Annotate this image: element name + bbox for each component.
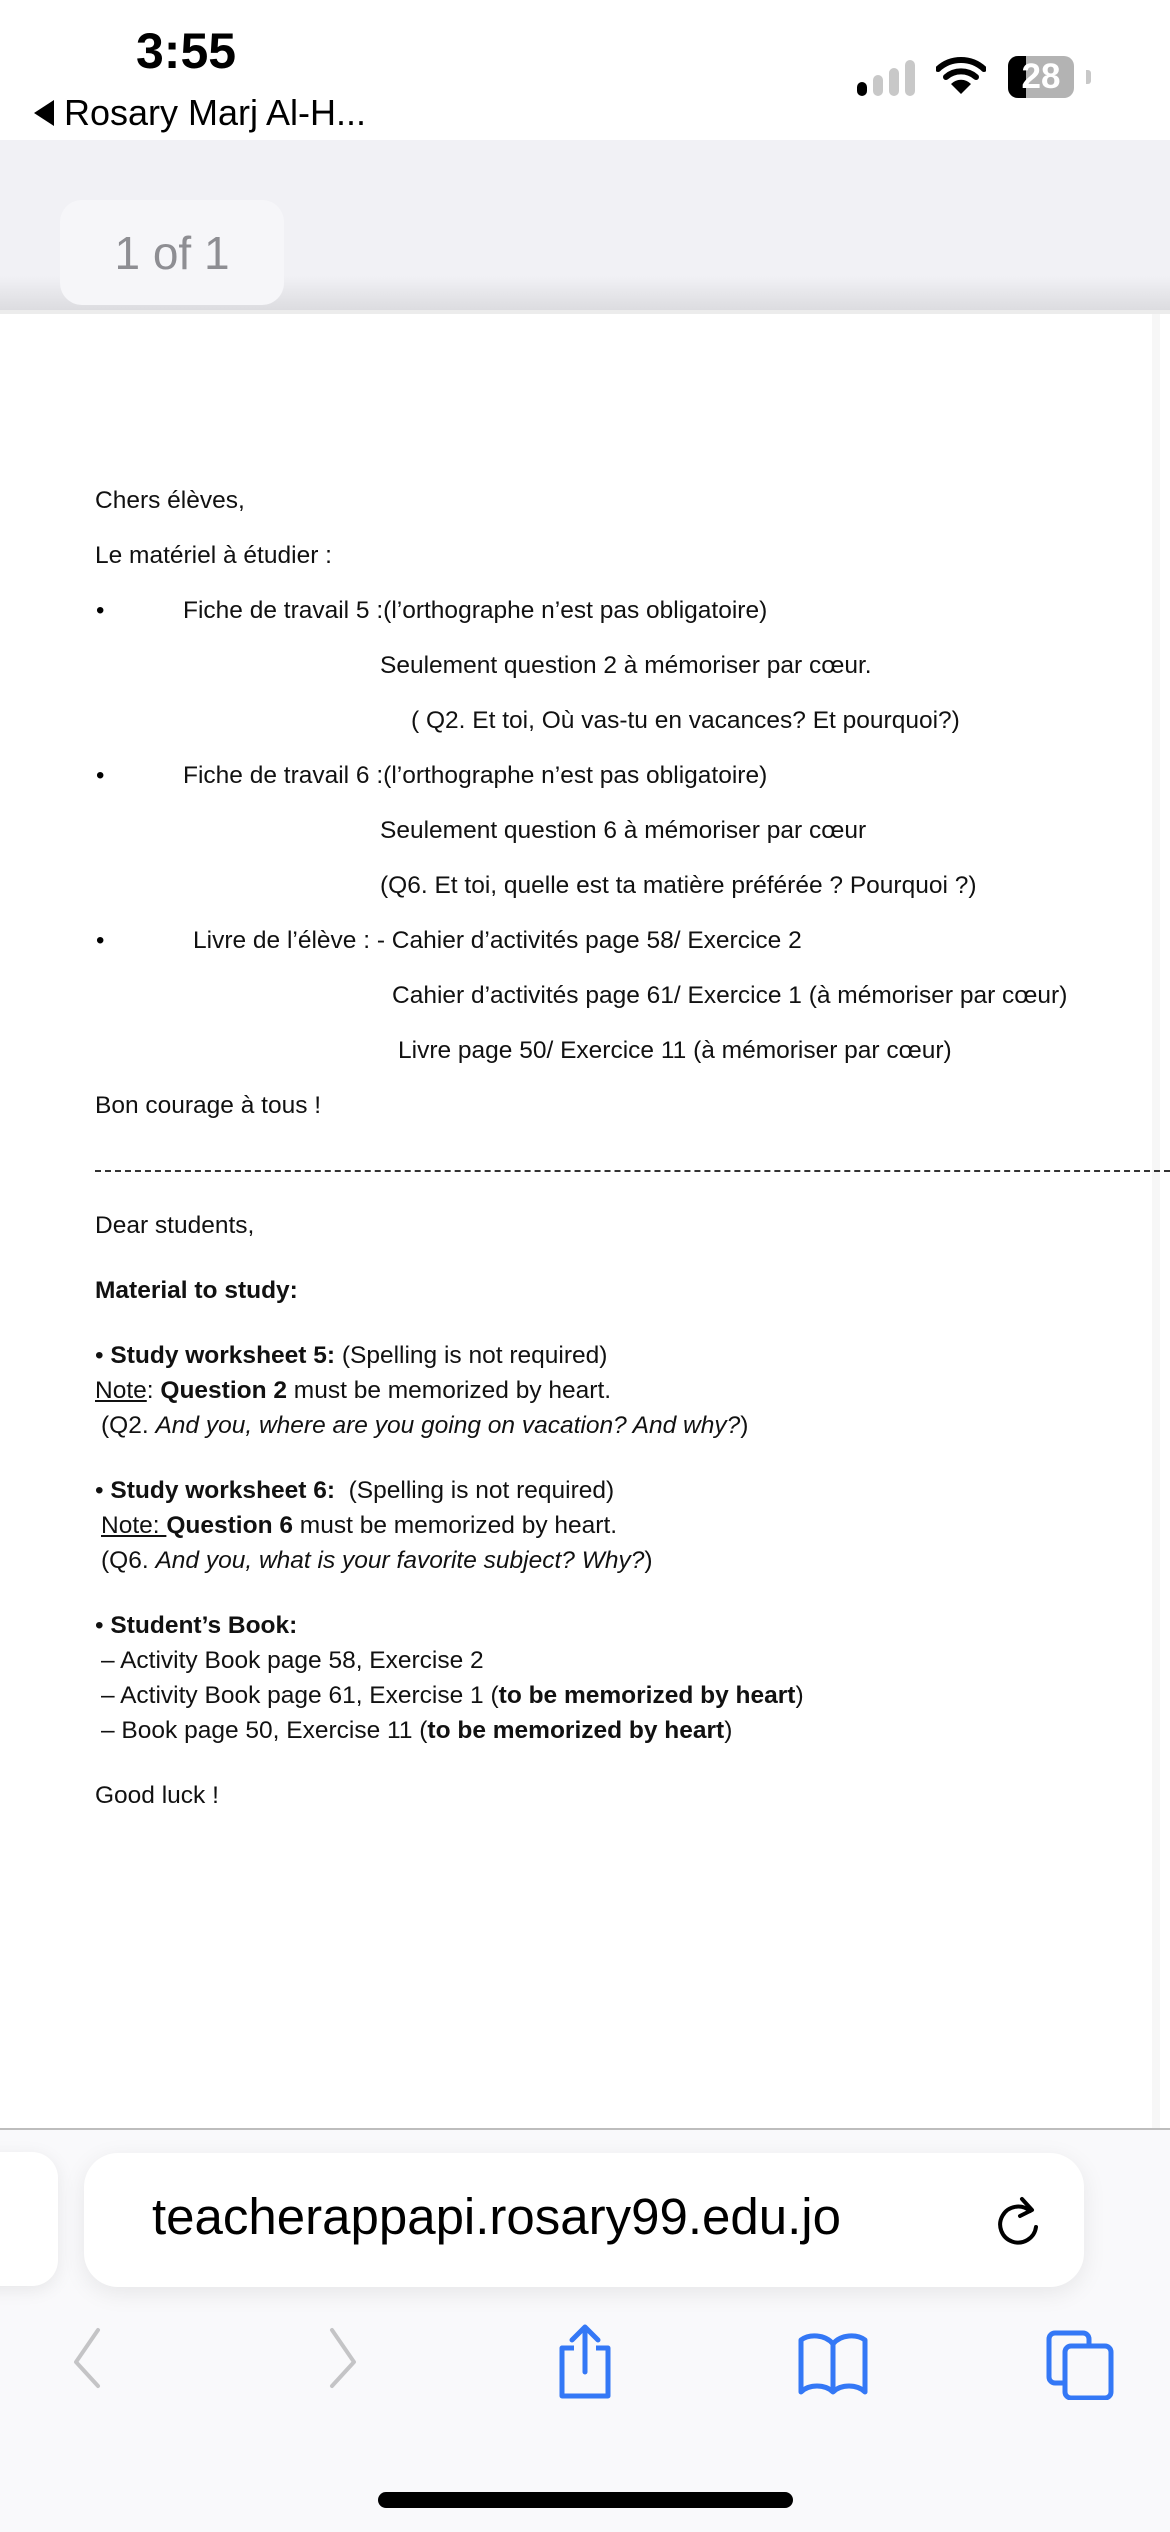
ws6-spelling-note: (Spelling is not required): [335, 1477, 615, 1504]
back-icon[interactable]: [68, 2326, 108, 2390]
back-app-label: Rosary Marj Al-H...: [64, 92, 367, 133]
reload-icon[interactable]: [992, 2193, 1046, 2251]
signal-bar: [873, 75, 883, 96]
ws6-q-suffix: ): [644, 1547, 653, 1574]
ws6-note-label: Note:: [101, 1512, 167, 1539]
french-greeting: Chers élèves,: [95, 487, 245, 514]
bullet-icon: •: [95, 1477, 111, 1504]
section-separator: [95, 1170, 1170, 1172]
ws6-q-italic: And you, what is your favorite subject? Why?: [155, 1547, 645, 1574]
english-greeting: Dear students,: [95, 1212, 255, 1239]
ws5-note-colon: :: [146, 1377, 161, 1404]
ws5-title-line: [95, 1342, 1170, 1370]
ws5-note-line: [95, 1377, 1170, 1405]
book-line-3: [101, 1717, 1170, 1745]
french-item-3-line2: Cahier d’activités page 61/ Exercice 1 (à mémoriser par cœur): [392, 982, 1068, 1009]
battery-percent: 28: [1021, 57, 1061, 96]
ws5-q-prefix: (Q2.: [101, 1412, 156, 1439]
french-closing: Bon courage à tous !: [95, 1092, 322, 1119]
signal-bar: [857, 82, 867, 96]
previous-tab-preview[interactable]: [0, 2152, 58, 2286]
cellular-signal-icon: [857, 60, 915, 96]
share-icon[interactable]: [552, 2324, 618, 2400]
forward-icon[interactable]: [322, 2326, 362, 2390]
french-item-1-line3: ( Q2. Et toi, Où vas-tu en vacances? Et pourquoi?): [411, 707, 960, 734]
ws6-question-rest: must be memorized by heart.: [292, 1512, 618, 1539]
ws6-title-line: [95, 1477, 1170, 1505]
ws6-question: Question 6: [166, 1512, 293, 1539]
book-line-bold: to be memorized by heart: [427, 1717, 725, 1744]
bookmarks-icon[interactable]: [795, 2332, 871, 2396]
ws5-question: Question 2: [160, 1377, 287, 1404]
book-line-2: [101, 1682, 1170, 1710]
document-viewer-header: [0, 140, 1170, 310]
english-closing: Good luck !: [95, 1782, 219, 1809]
bullet-icon: •: [96, 597, 105, 624]
french-item-1-line2: Seulement question 2 à mémoriser par cœur.: [380, 652, 872, 679]
ws6-question-text-line: [101, 1547, 1170, 1575]
home-indicator: [378, 2492, 793, 2508]
book-line-end: ): [795, 1682, 804, 1709]
book-line-end: ): [724, 1717, 733, 1744]
french-item-2-main: Fiche de travail 6 :(l’orthographe n’est pas obligatoire): [183, 762, 768, 789]
signal-bar: [889, 68, 899, 96]
book-line-text: – Book page 50, Exercise 11 (: [101, 1717, 428, 1744]
bullet-icon: •: [96, 927, 105, 954]
ws5-q-italic: And you, where are you going on vacation? And why?: [155, 1412, 741, 1439]
french-intro: Le matériel à étudier :: [95, 542, 332, 569]
ws5-title: Study worksheet 5:: [110, 1342, 336, 1369]
ws6-q-prefix: (Q6.: [101, 1547, 156, 1574]
back-triangle-icon: [34, 100, 54, 126]
french-item-3-line3: Livre page 50/ Exercice 11 (à mémoriser par cœur): [398, 1037, 952, 1064]
french-item-2-line2: Seulement question 6 à mémoriser par cœur: [380, 817, 867, 844]
ws6-title: Study worksheet 6:: [110, 1477, 336, 1504]
ws5-question-text-line: [101, 1412, 1170, 1440]
battery-icon: [1008, 56, 1074, 98]
ws6-note-line: [101, 1512, 1170, 1540]
signal-bar: [905, 60, 915, 96]
book-title: Student’s Book:: [110, 1612, 298, 1639]
ws5-q-suffix: ): [740, 1412, 749, 1439]
page-indicator: 1 of 1: [60, 200, 284, 305]
tabs-icon[interactable]: [1045, 2330, 1115, 2400]
back-to-app-button[interactable]: [34, 92, 366, 134]
bullet-icon: •: [95, 1612, 111, 1639]
battery-cap: [1086, 70, 1091, 84]
status-time: 3:55: [136, 23, 237, 79]
book-title-line: [95, 1612, 1170, 1640]
status-bar: [0, 0, 1170, 140]
english-heading: Material to study:: [95, 1277, 298, 1304]
book-line-bold: to be memorized by heart: [498, 1682, 796, 1709]
bullet-icon: •: [95, 1342, 111, 1369]
french-item-2-line3: (Q6. Et toi, quelle est ta matière préférée ? Pourquoi ?): [380, 872, 977, 899]
french-item-1-main: Fiche de travail 5 :(l’orthographe n’est pas obligatoire): [183, 597, 768, 624]
ws5-spelling-note: (Spelling is not required): [335, 1342, 608, 1369]
book-line-text: – Activity Book page 58, Exercise 2: [101, 1647, 484, 1674]
wifi-icon: [936, 56, 986, 96]
book-line-text: – Activity Book page 61, Exercise 1 (: [101, 1682, 499, 1709]
ws5-question-rest: must be memorized by heart.: [287, 1377, 612, 1404]
french-item-3-main: Livre de l’élève : - Cahier d’activités page 58/ Exercice 2: [193, 927, 802, 954]
ws5-note-label: Note: [95, 1377, 147, 1404]
url-text[interactable]: teacherappapi.rosary99.edu.jo: [152, 2188, 841, 2245]
bullet-icon: •: [96, 762, 105, 789]
book-line-1: [101, 1647, 1170, 1675]
